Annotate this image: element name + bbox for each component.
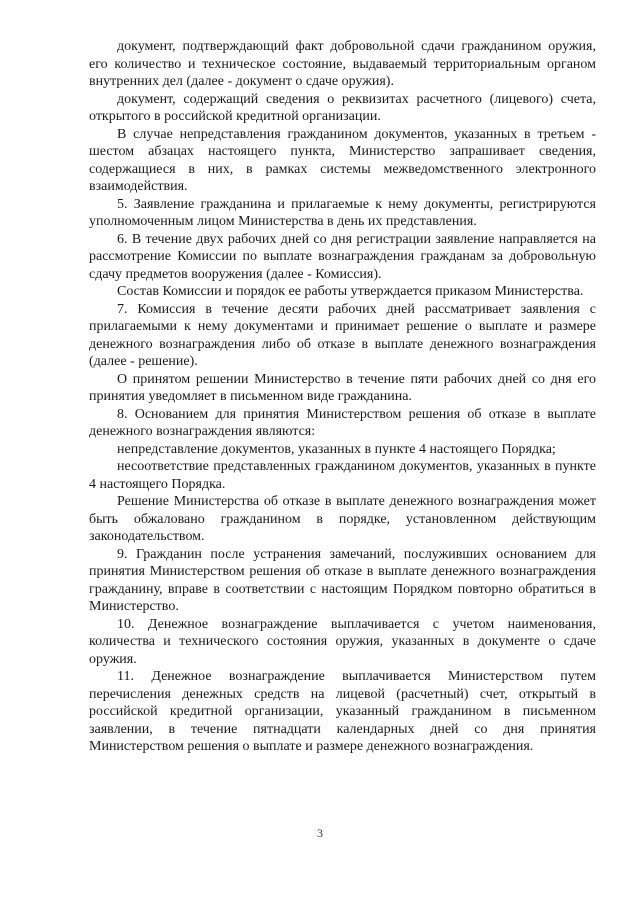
paragraph: В случае непредставления гражданином документов, указанных в третьем - шестом абзацах настоящего пункта, Министерство запрашивает сведения, содержащиеся в них, в рамках системы межведомственного электронного взаимодействия. (89, 126, 596, 194)
paragraph: 10. Денежное вознаграждение выплачивается с учетом наименования, количества и технического состояния оружия, указанных в документе о сдаче оружия. (89, 616, 596, 667)
paragraph: несоответствие представленных гражданином документов, указанных в пункте 4 настоящего Порядка. (89, 459, 596, 492)
paragraph: Состав Комиссии и порядок ее работы утверждается приказом Министерства. (117, 284, 584, 299)
page-number: 3 (317, 826, 323, 840)
paragraph: 11. Денежное вознаграждение выплачивается Министерством путем перечисления денежных средств на лицевой (расчетный) счет, открытый в российской кредитной организации, указанный гражданином в письменном заявлении, в течение пятнадцати календарных дней со дня принятия Министерством решения о выплате и размере денежного вознаграждения. (89, 669, 596, 754)
paragraph: 9. Гражданин после устранения замечаний, послуживших основанием для принятия Министерством решения об отказе в выплате денежного вознаграждения гражданину, вправе в соответствии с настоящим Порядком повторно обратиться в Министерство. (89, 546, 596, 614)
paragraph: документ, подтверждающий факт добровольной сдачи гражданином оружия, его количество и техническое состояние, выдаваемый территориальным органом внутренних дел (далее - документ о сдаче оружия). (89, 39, 596, 89)
paragraph: документ, содержащий сведения о реквизитах расчетного (лицевого) счета, открытого в российской кредитной организации. (89, 91, 596, 124)
paragraph: Решение Министерства об отказе в выплате денежного вознаграждения может быть обжаловано гражданином в порядке, установленном действующим законодательством. (89, 494, 596, 544)
paragraph: О принятом решении Министерство в течение пяти рабочих дней со дня его принятия уведомляет в письменном виде гражданина. (89, 371, 596, 404)
body-text (89, 38, 596, 756)
paragraph: 6. В течение двух рабочих дней со дня регистрации заявление направляется на рассмотрение Комиссии по выплате вознаграждения гражданам за добровольную сдачу предметов вооружения (далее - Комиссия). (89, 231, 596, 282)
paragraph: 8. Основанием для принятия Министерством решения об отказе в выплате денежного вознаграждения являются: (89, 406, 596, 439)
paragraph: 7. Комиссия в течение десяти рабочих дней рассматривает заявления с прилагаемыми к нему документами и принимает решение о выплате и размере денежного вознаграждения либо об отказе в выплате денежного вознаграждения (далее - решение). (89, 301, 596, 369)
paragraph: непредставление документов, указанных в пункте 4 настоящего Порядка; (117, 441, 556, 457)
paragraph: 5. Заявление гражданина и прилагаемые к нему документы, регистрируются уполномоченным лицом Министерства в день их представления. (89, 196, 596, 229)
